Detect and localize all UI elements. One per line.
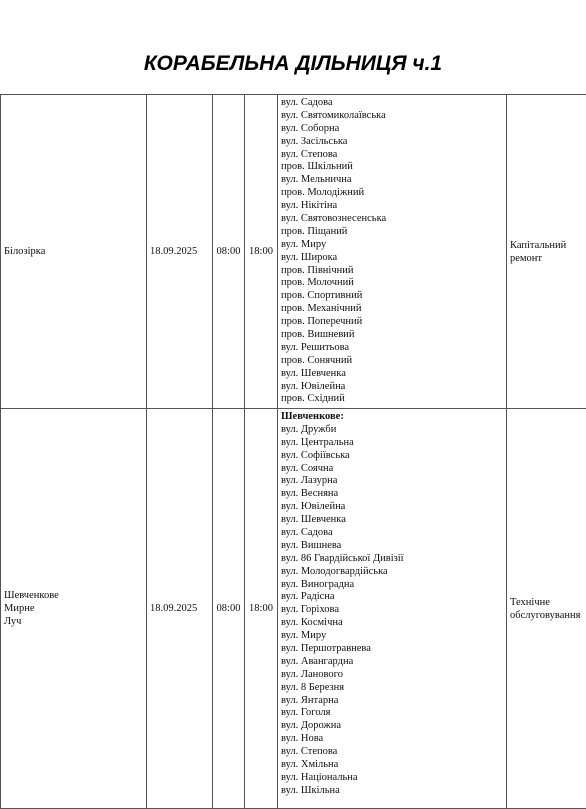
street-item: вул. Вишнева xyxy=(281,540,503,553)
street-item: вул. Соборна xyxy=(281,123,503,136)
street-item: пров. Поперечний xyxy=(281,316,503,329)
street-item: вул. Хмільна xyxy=(281,759,503,772)
street-item: вул. Лазурна xyxy=(281,475,503,488)
table-row xyxy=(1,95,586,409)
street-item: вул. Дорожна xyxy=(281,720,503,733)
street-item: вул. Центральна xyxy=(281,437,503,450)
settlement-name: Шевченкове xyxy=(4,589,143,602)
time-to-cell: 18:00 xyxy=(245,95,278,409)
street-item: вул. Нікітіна xyxy=(281,200,503,213)
time-from-cell: 08:00 xyxy=(213,409,245,809)
street-item: вул. Радісна xyxy=(281,591,503,604)
streets-cell xyxy=(278,409,507,809)
street-item: вул. Ланового xyxy=(281,669,503,682)
street-item: вул. Космічна xyxy=(281,617,503,630)
page-title: КОРАБЕЛЬНА ДІЛЬНИЦЯ ч.1 xyxy=(0,52,586,76)
work-type-line: обслуговування xyxy=(510,609,583,622)
street-item: вул. Першотравнева xyxy=(281,643,503,656)
street-item: вул. Соячна xyxy=(281,463,503,476)
street-item: вул. Миру xyxy=(281,239,503,252)
work-type-line: ремонт xyxy=(510,252,583,265)
date-cell: 18.09.2025 xyxy=(147,95,213,409)
street-item: вул. Ювілейна xyxy=(281,381,503,394)
street-item: вул. Національна xyxy=(281,772,503,785)
street-item: пров. Механічний xyxy=(281,303,503,316)
table-row xyxy=(1,409,586,809)
street-item: вул. Весняна xyxy=(281,488,503,501)
street-item: вул. Степова xyxy=(281,746,503,759)
street-item: пров. Сонячний xyxy=(281,355,503,368)
street-item: вул. Широка xyxy=(281,252,503,265)
street-item: пров. Молочний xyxy=(281,277,503,290)
work-type-cell xyxy=(507,409,586,809)
street-item: вул. Авангардна xyxy=(281,656,503,669)
settlement-cell xyxy=(1,95,147,409)
settlement-name: Луч xyxy=(4,615,143,628)
street-item: вул. Горіхова xyxy=(281,604,503,617)
street-item: вул. Святовознесенська xyxy=(281,213,503,226)
street-item: пров. Шкільний xyxy=(281,161,503,174)
settlement-name: Мирне xyxy=(4,602,143,615)
time-to-cell: 18:00 xyxy=(245,409,278,809)
street-item: вул. 86 Гвардійської Дивізії xyxy=(281,553,503,566)
street-item: вул. Дружби xyxy=(281,424,503,437)
street-item: вул. Ювілейна xyxy=(281,501,503,514)
street-item: вул. Гоголя xyxy=(281,707,503,720)
street-item: вул. Степова xyxy=(281,149,503,162)
street-item: вул. Засільська xyxy=(281,136,503,149)
street-item: вул. Садова xyxy=(281,97,503,110)
outage-table xyxy=(0,94,586,809)
street-item: пров. Піщаний xyxy=(281,226,503,239)
settlement-name: Білозірка xyxy=(4,245,143,258)
time-from-cell: 08:00 xyxy=(213,95,245,409)
date-cell: 18.09.2025 xyxy=(147,409,213,809)
street-item: вул. Святомиколаївська xyxy=(281,110,503,123)
settlement-cell xyxy=(1,409,147,809)
work-type-cell xyxy=(507,95,586,409)
street-item: пров. Північний xyxy=(281,265,503,278)
street-item: пров. Вишневий xyxy=(281,329,503,342)
street-item: пров. Молодіжний xyxy=(281,187,503,200)
street-item: вул. Шевченка xyxy=(281,514,503,527)
street-item: вул. Миру xyxy=(281,630,503,643)
street-list xyxy=(281,97,503,406)
street-item: вул. Шевченка xyxy=(281,368,503,381)
streets-cell xyxy=(278,95,507,409)
street-list xyxy=(281,411,503,798)
work-type-line: Капітальний xyxy=(510,239,583,252)
street-item: вул. Нова xyxy=(281,733,503,746)
street-item: вул. Молодогвардійська xyxy=(281,566,503,579)
street-item: пров. Спортивний xyxy=(281,290,503,303)
street-item: вул. Янтарна xyxy=(281,695,503,708)
street-item: вул. Решитьова xyxy=(281,342,503,355)
street-item: пров. Східний xyxy=(281,393,503,406)
streets-group-header: Шевченкове: xyxy=(281,411,503,424)
street-item: вул. 8 Березня xyxy=(281,682,503,695)
street-item: вул. Софіївська xyxy=(281,450,503,463)
street-item: вул. Садова xyxy=(281,527,503,540)
street-item: вул. Мельнична xyxy=(281,174,503,187)
street-item: вул. Виноградна xyxy=(281,579,503,592)
street-item: вул. Шкільна xyxy=(281,785,503,798)
work-type-line: Технічне xyxy=(510,596,583,609)
